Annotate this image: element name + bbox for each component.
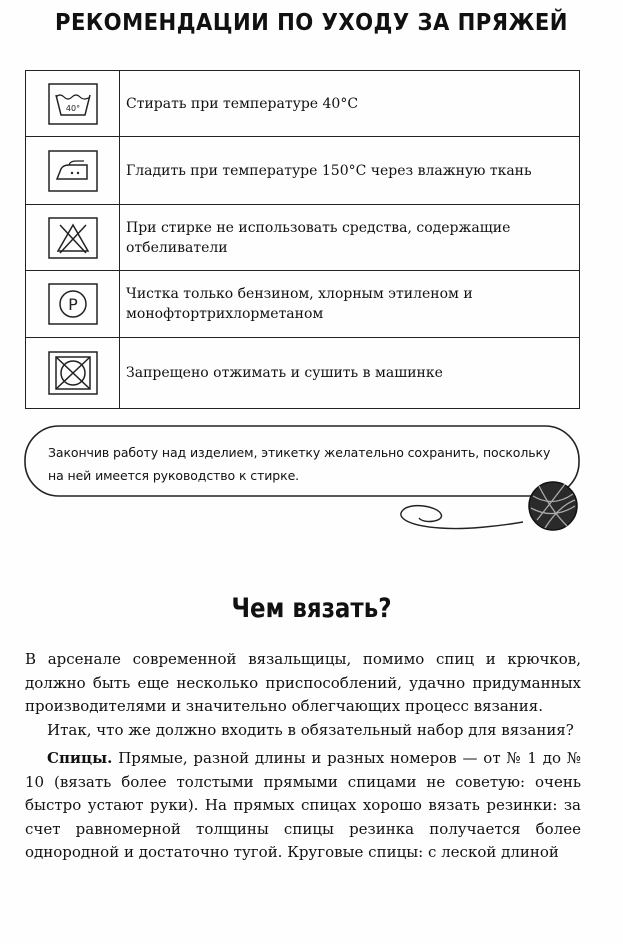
paragraph-text: Прямые, разной длины и разных номеров — от № 1 до № 10 (вязать более толстыми прямыми спицами не советую: очень быстро устают руки). На прямых спицах хорошо вязать резинки: за счет равномерной толщины спицы резинка получается более однородной и достаточно тугой. Круговые спицы: с леской длиной [25, 749, 581, 861]
dry-clean-p-icon [48, 283, 98, 325]
icon-cell [26, 205, 120, 271]
table-row [26, 271, 580, 338]
table-row [26, 205, 580, 271]
care-text: При стирке не использовать средства, содержащие отбеливатели [120, 205, 580, 271]
wash-40-icon [48, 83, 98, 125]
care-text: Гладить при температуре 150°С через влажную ткань [120, 137, 580, 205]
no-tumble-dry-icon [48, 351, 98, 395]
yarn-ball-icon [375, 470, 585, 540]
icon-cell [26, 71, 120, 137]
table-row [26, 137, 580, 205]
table-row [26, 71, 580, 137]
care-table [25, 70, 580, 409]
table-row [26, 338, 580, 409]
paragraph: Итак, что же должно входить в обязательный набор для вязания? [47, 720, 574, 739]
section-body [25, 648, 581, 865]
care-text: Чистка только бензином, хлорным этиленом и монофтортрихлорметаном [120, 271, 580, 338]
care-text: Стирать при температуре 40°С [120, 71, 580, 137]
paragraph-lead: Спицы. [47, 749, 113, 767]
paragraph: В арсенале современной вязальщицы, помимо спиц и крючков, должно быть еще несколько приспособлений, удачно придуманных производителями и значительно облегчающих процесс вязания. [25, 650, 581, 715]
page-title: РЕКОМЕНДАЦИИ ПО УХОДУ ЗА ПРЯЖЕЙ [55, 10, 568, 36]
icon-cell [26, 137, 120, 205]
care-text: Запрещено отжимать и сушить в машинке [120, 338, 580, 409]
icon-cell [26, 271, 120, 338]
no-bleach-icon [48, 217, 98, 259]
iron-icon [48, 150, 98, 192]
svg-text:40°: 40° [65, 103, 80, 113]
icon-cell [26, 338, 120, 409]
paragraph [25, 747, 581, 865]
note-text: Закончив работу над изделием, этикетку желательно сохранить, поскольку на ней имеется руководство к стирке. [48, 445, 551, 483]
svg-text:P: P [67, 295, 78, 314]
section-heading: Чем вязать? [231, 593, 392, 624]
